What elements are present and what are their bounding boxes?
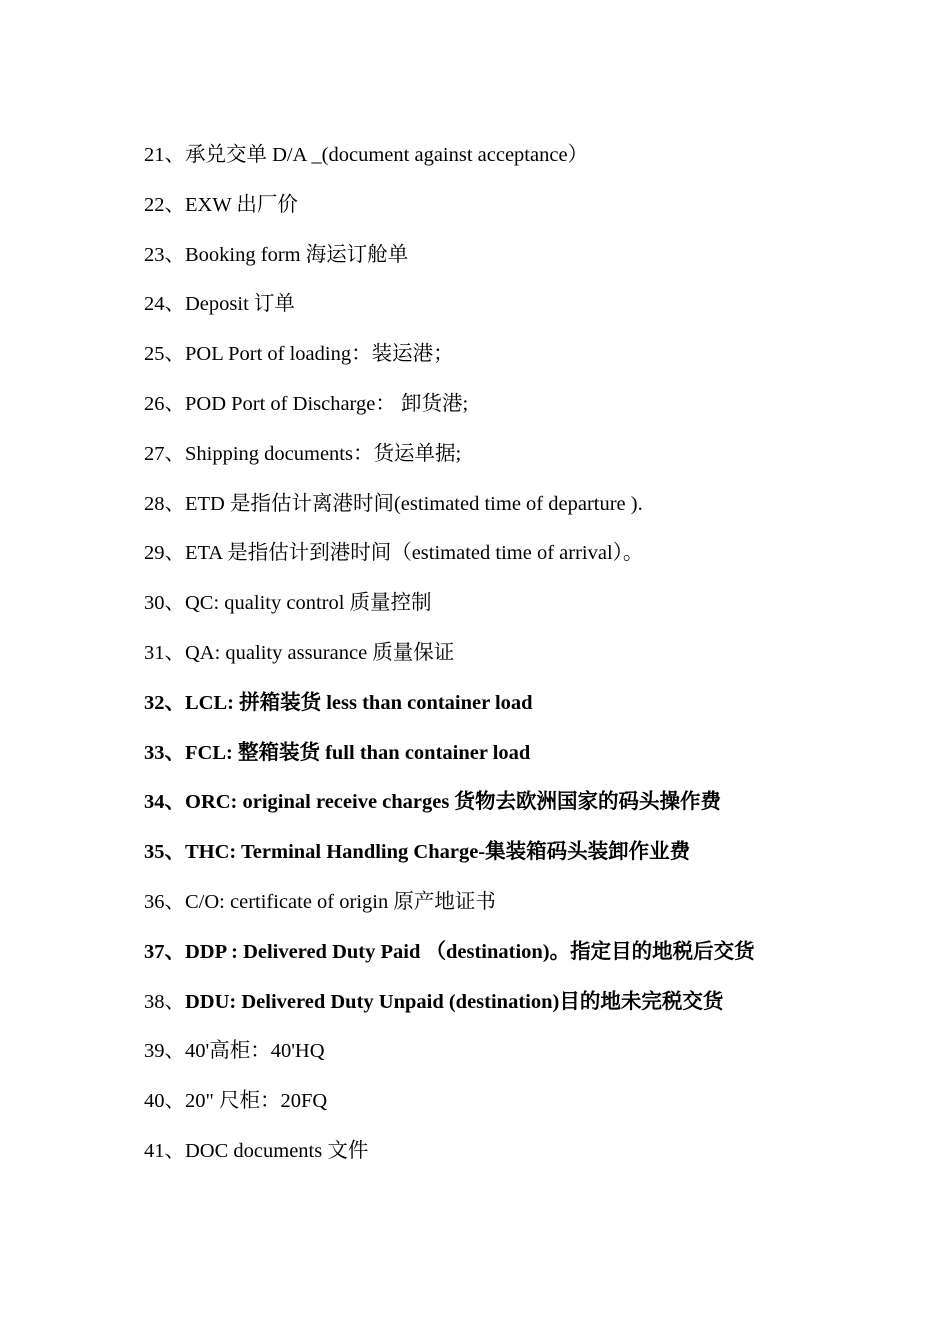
item-text: 40'高柜：40'HQ xyxy=(185,1040,325,1063)
list-item xyxy=(144,131,816,181)
item-text: QA: quality assurance 质量保证 xyxy=(185,641,455,664)
item-number: 35、 xyxy=(144,841,185,864)
item-number: 21、 xyxy=(144,144,185,166)
item-text: QC: quality control 质量控制 xyxy=(185,592,432,615)
list-item xyxy=(144,1027,816,1077)
item-number: 23、 xyxy=(144,243,185,266)
item-number: 25、 xyxy=(144,343,185,366)
list-item-bold xyxy=(144,828,816,878)
list-item xyxy=(144,579,816,629)
item-text: Booking form 海运订舱单 xyxy=(185,243,409,266)
item-text: THC: Terminal Handling Charge-集装箱码头装卸作业费 xyxy=(185,841,691,864)
list-item xyxy=(144,978,816,1028)
item-text: ETD 是指估计离港时间(estimated time of departure ). xyxy=(185,492,643,515)
item-number: 27、 xyxy=(144,442,185,465)
item-text: 20" 尺柜：20FQ xyxy=(185,1090,328,1113)
list-item xyxy=(144,280,816,330)
item-number: 26、 xyxy=(144,392,185,415)
item-text: ETA 是指估计到港时间（estimated time of arrival）。 xyxy=(185,542,644,565)
item-text: DDP : Delivered Duty Paid （destination)。指定目的地税后交货 xyxy=(185,940,755,963)
list-item xyxy=(144,181,816,231)
item-text: DDU: Delivered Duty Unpaid (destination)目的地未完税交货 xyxy=(185,990,724,1013)
list-item-bold xyxy=(144,778,816,828)
list-item xyxy=(144,1077,816,1127)
item-text: 承兑交单 D/A _(document against acceptance） xyxy=(185,144,589,166)
item-text: POD Port of Discharge： 卸货港; xyxy=(185,392,469,415)
list-item xyxy=(144,330,816,380)
list-item-bold xyxy=(144,679,816,729)
item-number: 29、 xyxy=(144,542,185,565)
item-number: 30、 xyxy=(144,592,185,615)
list-item xyxy=(144,529,816,579)
list-item xyxy=(144,1127,816,1177)
item-text: FCL: 整箱装货 full than container load xyxy=(185,741,531,764)
item-text: ORC: original receive charges 货物去欧洲国家的码头操作费 xyxy=(185,791,721,814)
term-list xyxy=(144,131,816,1177)
list-item xyxy=(144,629,816,679)
list-item xyxy=(144,430,816,480)
list-item xyxy=(144,878,816,928)
list-item xyxy=(144,480,816,530)
item-number: 24、 xyxy=(144,293,185,316)
item-text: DOC documents 文件 xyxy=(185,1139,369,1162)
item-number: 39、 xyxy=(144,1040,185,1063)
item-number: 31、 xyxy=(144,641,185,664)
list-item-bold xyxy=(144,928,816,978)
item-number: 34、 xyxy=(144,791,185,814)
list-item xyxy=(144,380,816,430)
item-number: 41、 xyxy=(144,1139,185,1162)
item-number: 38、 xyxy=(144,990,185,1013)
item-text: C/O: certificate of origin 原产地证书 xyxy=(185,890,496,913)
item-text: POL Port of loading：装运港； xyxy=(185,343,454,366)
item-number: 32、 xyxy=(144,691,185,714)
item-number: 37、 xyxy=(144,940,185,963)
item-number: 28、 xyxy=(144,492,185,515)
list-item-bold xyxy=(144,729,816,779)
item-text: Shipping documents：货运单据; xyxy=(185,442,462,465)
item-text: LCL: 拼箱装货 less than container load xyxy=(185,691,533,714)
item-text: Deposit 订单 xyxy=(185,293,295,316)
item-number: 33、 xyxy=(144,741,185,764)
item-text: EXW 出厂价 xyxy=(185,193,298,216)
item-number: 22、 xyxy=(144,193,185,216)
list-item xyxy=(144,231,816,281)
item-number: 36、 xyxy=(144,890,185,913)
item-number: 40、 xyxy=(144,1090,185,1113)
